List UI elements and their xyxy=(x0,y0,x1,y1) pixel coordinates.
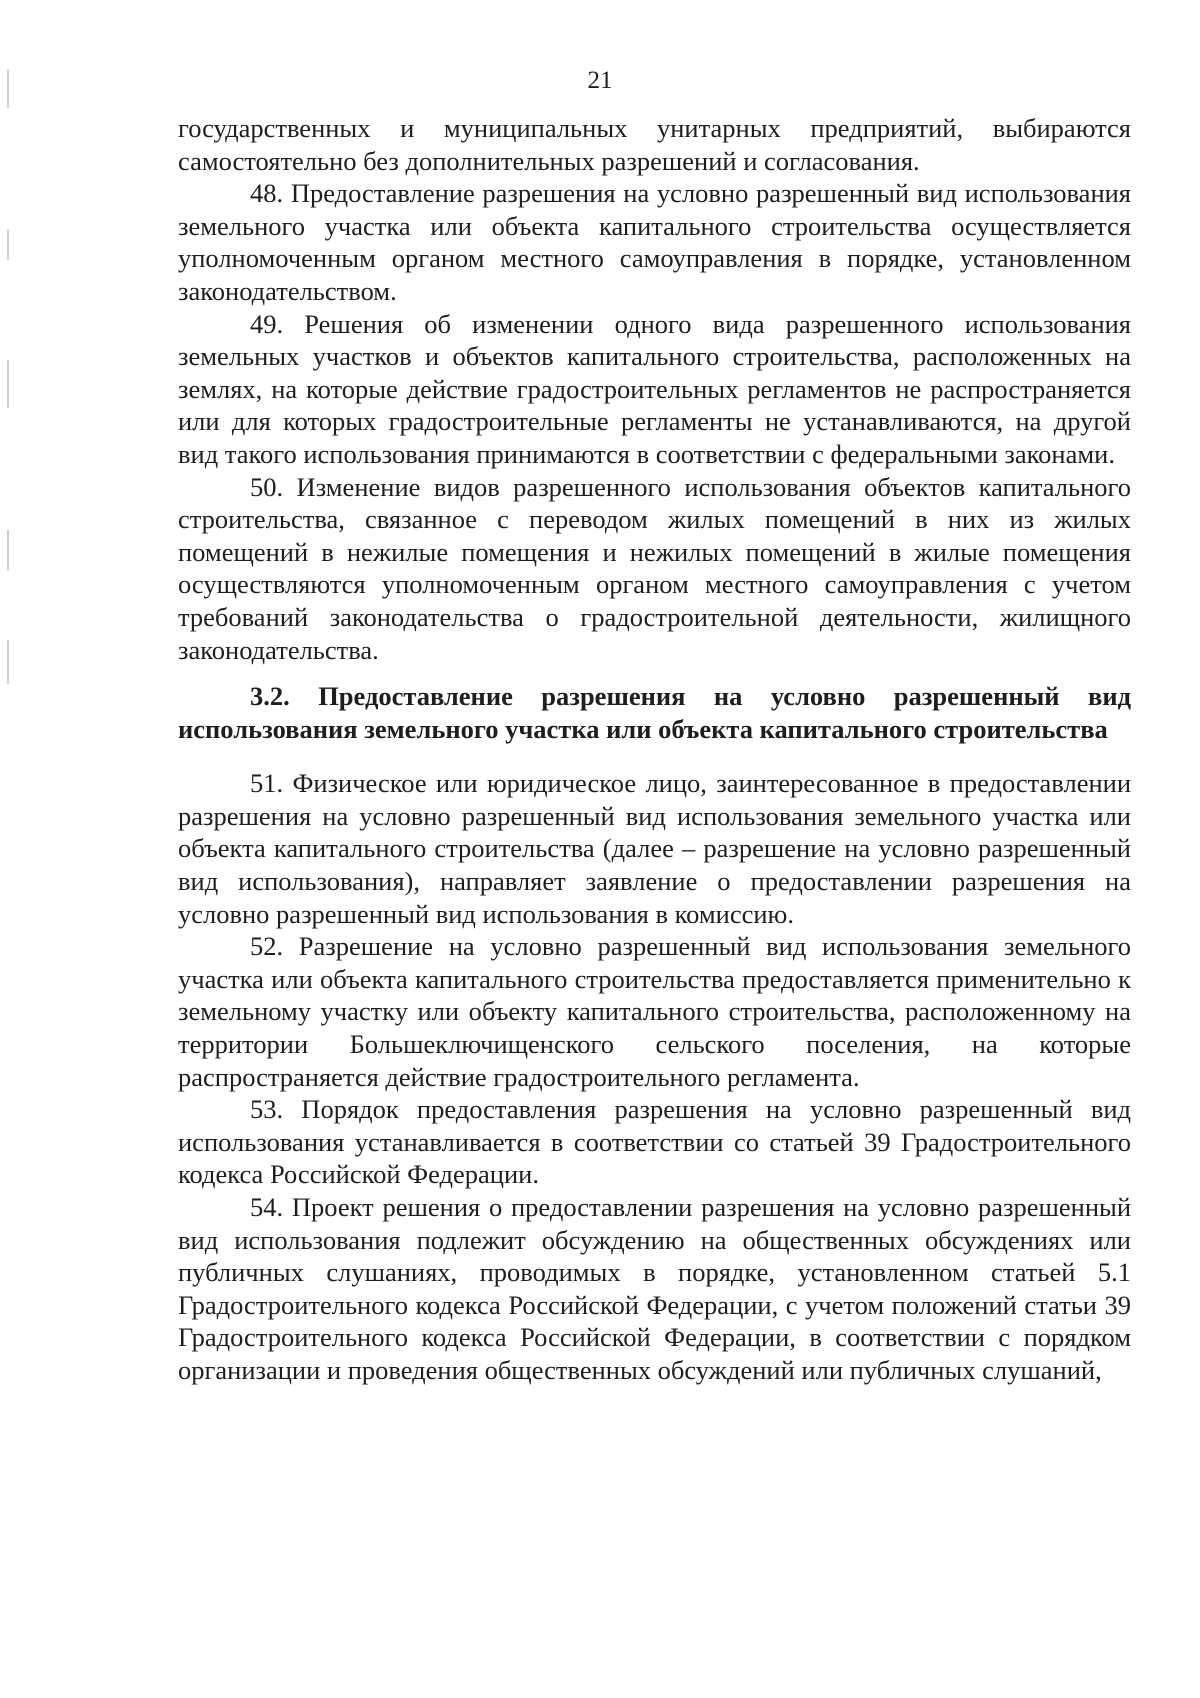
paragraph-51: 51. Физическое или юридическое лицо, заинтересованное в предоставлении разрешения на условно разрешенный вид использования земельного участка или объекта капитального строительства (далее – разрешение на условно разрешенный вид использования), направляет заявление о предоставлении разрешения на условно разрешенный вид использования в комиссию. xyxy=(178,768,1131,929)
scan-margin-mark xyxy=(7,640,9,684)
paragraph-48: 48. Предоставление разрешения на условно разрешенный вид использования земельного участка или объекта капитального строительства осуществляется уполномоченным органом местного самоуправления в порядке, установленном законодательством. xyxy=(178,178,1131,306)
paragraphs-after-heading xyxy=(178,767,1131,1386)
paragraphs-before-heading xyxy=(178,112,1131,666)
paragraph-50: 50. Изменение видов разрешенного использования объектов капитального строительства, связанное с переводом жилых помещений в них из жилых помещений в нежилые помещения и нежилых помещений в жилые помещения осуществляются уполномоченным органом местного самоуправления с учетом требований законодательства о градостроительной деятельности, жилищного законодательства. xyxy=(178,471,1131,665)
scan-margin-mark xyxy=(7,530,9,570)
paragraph-52: 52. Разрешение на условно разрешенный вид использования земельного участка или объекта капитального строительства предоставляется применительно к земельному участку или объекту капитального строительства, расположенному на территории Большеключищенского сельского поселения, на которые распространяется действие градостроительного регламента. xyxy=(178,931,1131,1092)
scan-margin-mark xyxy=(7,230,9,260)
paragraph-53: 53. Порядок предоставления разрешения на условно разрешенный вид использования устанавливается в соответствии со статьей 39 Градостроительного кодекса Российской Федерации. xyxy=(178,1094,1131,1190)
paragraph-49: 49. Решения об изменении одного вида разрешенного использования земельных участков и объектов капитального строительства, расположенных на землях, на которые действие градостроительных регламентов не распространяется или для которых градостроительные регламенты не устанавливаются, на другой вид такого использования принимаются в соответствии с федеральными законами. xyxy=(178,308,1131,469)
page-number: 21 xyxy=(587,67,613,94)
paragraph-continuation: государственных и муниципальных унитарных предприятий, выбираются самостоятельно без дополнительных разрешений и согласования. xyxy=(178,113,1131,176)
paragraph-54: 54. Проект решения о предоставлении разрешения на условно разрешенный вид использования подлежит обсуждению на общественных обсуждениях или публичных слушаниях, проводимых в порядке, установленном статьей 5.1 Градостроительного кодекса Российской Федерации, с учетом положений статьи 39 Градостроительного кодекса Российской Федерации, в соответствии с порядком организации и проведения общественных обсуждений или публичных слушаний, xyxy=(178,1192,1131,1385)
scan-margin-mark xyxy=(7,360,9,408)
document-body xyxy=(178,112,1131,1387)
section-heading: 3.2. Предоставление разрешения на условно разрешенный вид использования земельного участка или объекта капитального строительства xyxy=(178,681,1131,744)
